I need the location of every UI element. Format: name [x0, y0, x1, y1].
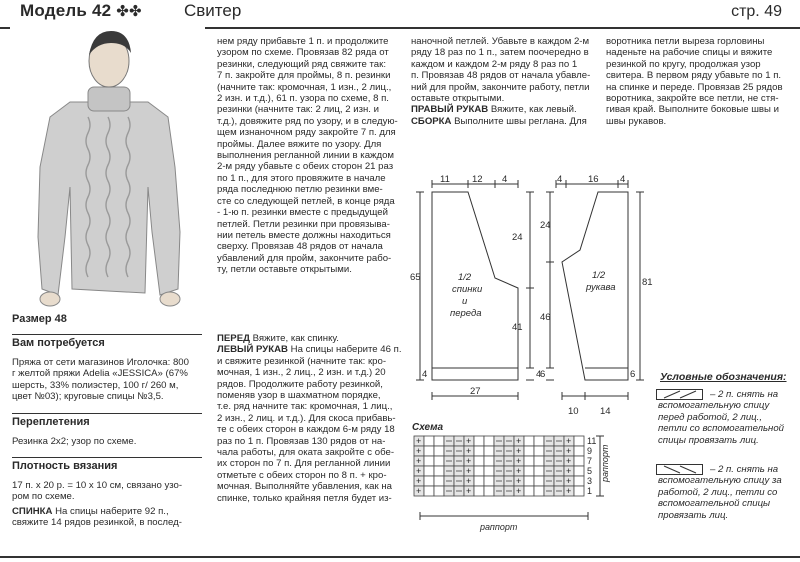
legend-title: Условные обозначения:: [660, 371, 787, 383]
legend-line: работой, 2 лиц., петли со: [658, 486, 778, 498]
materials-text: [12, 357, 207, 403]
text-line: сте со следующей петлей, в конце ряда: [217, 195, 395, 207]
text-line: наночной петлей. Убавьте в каждом 2-м: [411, 36, 590, 47]
text-line: швы рукавов.: [606, 115, 667, 127]
legend-line: вспомогательной спицы: [658, 498, 771, 510]
text-line: по 1 п., для этого провяжите в начале: [217, 172, 386, 184]
legend-line: петли со вспомогательной: [658, 423, 784, 435]
knit-symbol: +: [466, 456, 472, 466]
materials-line: Пряжа от сети магазинов Иголочка: 800: [12, 357, 189, 368]
left-sleeve-label: ЛЕВЫЙ РУКАВ: [217, 344, 288, 356]
sleeve-dim-top-3: 4: [620, 174, 626, 185]
knit-symbol: +: [566, 486, 572, 496]
stitch-scheme-chart: [410, 434, 620, 544]
text-line: наденьте на рабочие спицы и вяжите: [606, 47, 773, 59]
text-line: выполнения реглaнной линии в каждом: [217, 150, 395, 162]
dim-top-3: 4: [502, 174, 508, 185]
row-number: 5: [587, 466, 593, 476]
text-line: - 1-ю п. резинки вместе с предыдущей: [217, 207, 389, 219]
sleeve-dim-left-side: 46: [540, 312, 551, 323]
knit-symbol: +: [516, 446, 522, 456]
legend-line: – 2 п. снять на: [710, 464, 779, 475]
scheme-cell: [534, 446, 544, 456]
scheme-cell: [424, 486, 434, 496]
scheme-cell: [574, 476, 584, 486]
scheme-cell: [534, 476, 544, 486]
legend-item-1: [658, 389, 798, 446]
text-line: ту, петли оставьте открытыми.: [217, 264, 352, 276]
dim-left-height: 65: [410, 272, 421, 283]
rapport-side-label: раппорт: [600, 444, 610, 482]
front-and-sleeve-text: [217, 333, 409, 504]
left-sleeve-line: т.е. ряд начните так: кромочная, 1 лиц.,: [217, 401, 393, 413]
scheme-cell: [424, 456, 434, 466]
knit-symbol: +: [466, 436, 472, 446]
sleeve-dim-bottom-2: 14: [600, 406, 611, 417]
legend-line: спицы провязать лиц.: [658, 434, 759, 446]
scheme-cell: [434, 456, 444, 466]
row-number: 11: [587, 436, 597, 446]
scheme-cell: [474, 436, 484, 446]
dim-top-1: 11: [440, 174, 450, 185]
knit-symbol: +: [466, 466, 472, 476]
footer-rule: [0, 556, 800, 558]
knit-symbol: +: [516, 486, 522, 496]
scheme-cell: [534, 436, 544, 446]
row-number: 1: [587, 486, 593, 496]
instructions-column-2: [217, 36, 409, 276]
back-label: СПИНКА: [12, 506, 53, 517]
left-sleeve-line: мочная, 1 изн., 2 лиц., 2 изн. и т.д.) 20: [217, 367, 386, 379]
knit-symbol: +: [516, 476, 522, 486]
body-label-4: переда: [450, 308, 482, 319]
scheme-cell: [484, 456, 494, 466]
sleeve-dim-bottom-1: 10: [568, 406, 579, 417]
left-sleeve-line: чала работы, для оката закройте с обе-: [217, 447, 395, 459]
model-title: Модель 42 ✤✤: [20, 1, 142, 20]
density-heading: Плотность вязания: [12, 457, 202, 474]
scheme-cell: [534, 486, 544, 496]
materials-line: шерсть, 33% полиэстер, 100 г/ 260 м,: [12, 379, 179, 391]
left-sleeve-line: раз по 1 п. Провязав 130 рядов от на-: [217, 435, 386, 447]
text-line: воротника петли выреза горловины: [606, 36, 765, 47]
star-ornament-icon: ✤✤: [116, 3, 142, 20]
knit-symbol: +: [416, 486, 422, 496]
scheme-cell: [524, 486, 534, 496]
dim-right-side: 41: [512, 322, 523, 333]
scheme-cell: [524, 476, 534, 486]
assembly-label: СБОРКА: [411, 115, 452, 127]
row-number: 9: [587, 446, 593, 456]
left-sleeve-line: и свяжите резинкой (начните так: кро-: [217, 355, 387, 367]
back-line: На спицы наберите 92 п.,: [52, 506, 169, 517]
scheme-cell: [434, 466, 444, 476]
knit-symbol: +: [466, 486, 472, 496]
scheme-cell: [434, 486, 444, 496]
weaves-text: Резинка 2х2; узор по схеме.: [12, 436, 137, 447]
body-label-1: 1/2: [458, 272, 472, 283]
scheme-cell: [424, 476, 434, 486]
scheme-cell: [474, 446, 484, 456]
scheme-cell: [574, 456, 584, 466]
scheme-cell: [574, 446, 584, 456]
knit-symbol: +: [416, 466, 422, 476]
text-line: нем ряду прибавьте 1 п. и продолжите: [217, 36, 389, 47]
scheme-cell: [534, 456, 544, 466]
scheme-cell: [534, 466, 544, 476]
scheme-cell: [424, 436, 434, 446]
text-line: резинкой по кругу, продолжая узор: [606, 58, 761, 70]
text-line: щем изнаночном ряду закройте 7 п. для: [217, 127, 396, 139]
knit-symbol: +: [516, 436, 522, 446]
text-line: на спинке и переде. Провязав 25 рядов: [606, 81, 783, 93]
scheme-cell: [524, 436, 534, 446]
left-sleeve-line: спинке, только крайняя петля будет из-: [217, 492, 392, 504]
text-line: гивая край. Выполните боковые швы и: [606, 104, 779, 116]
scheme-cell: [474, 456, 484, 466]
body-label-3: и: [462, 296, 468, 307]
knit-symbol: +: [466, 446, 472, 456]
left-sleeve-line: рядов. Продолжите работу резинкой,: [217, 378, 383, 390]
text-line: оставьте открытыми.: [411, 93, 505, 105]
text-line: воротника, закройте все петли, не стя-: [606, 93, 779, 105]
text-line: убавлений для пройм, закончите рабо-: [217, 252, 392, 264]
scheme-cell: [484, 476, 494, 486]
legend-item-2: [658, 464, 798, 521]
left-sleeve-line: мочная. Выполняйте убавления, как на: [217, 481, 392, 493]
body-label-2: спинки: [452, 284, 483, 295]
text-line: резинки, следующий ряд свяжите так:: [217, 58, 387, 70]
knit-symbol: +: [516, 466, 522, 476]
back-line: свяжите 14 рядов резинкой, в послед-: [12, 517, 182, 529]
sleeve-dim-top-2: 16: [588, 174, 599, 185]
row-number: 7: [587, 456, 593, 466]
scheme-cell: [484, 486, 494, 496]
knit-symbol: +: [416, 456, 422, 466]
text-line: резинки (начните так: 2 лиц, 2 изн. и: [217, 104, 379, 116]
scheme-cell: [524, 456, 534, 466]
row-number: 3: [587, 476, 593, 486]
sleeve-dim-right-length: 81: [642, 277, 653, 288]
instructions-column-4: [606, 36, 796, 127]
text-line: каждом и каждом 2-м ряду 8 раз по 1: [411, 58, 578, 70]
knit-symbol: +: [566, 476, 572, 486]
scheme-cell: [524, 466, 534, 476]
scheme-cell: [424, 466, 434, 476]
scheme-cell: [434, 446, 444, 456]
sleeve-label-1: 1/2: [592, 270, 606, 281]
text-line: ний для пройм, закончите работу, петли: [411, 81, 590, 93]
front-label: ПЕРЕД: [217, 333, 250, 344]
dim-left-rib: 4: [422, 369, 428, 380]
text-line: 2 изн. и т.д.), 61 п. узора по схеме, 8 п.: [217, 93, 389, 105]
left-sleeve-line: отметьте с обеих сторон по 8 п. + кро-: [217, 469, 387, 481]
scheme-cell: [474, 466, 484, 476]
dim-right-armhole: 24: [512, 232, 523, 243]
right-sleeve-text: Вяжите, как левый.: [488, 104, 577, 116]
knit-symbol: +: [416, 436, 422, 446]
legend-line: вспомогательную спицу: [658, 400, 770, 412]
dim-top-2: 12: [472, 174, 483, 185]
text-line: сверху. Провязав 48 рядов от начала: [217, 241, 383, 253]
text-line: проймы. Далее вяжите по узору. Для: [217, 138, 382, 150]
text-line: ряда последнюю петлю резинки вме-: [217, 184, 383, 196]
left-sleeve-first: На спицы наберите 46 п.: [287, 344, 402, 356]
sleeve-dim-right-rib: 6: [630, 369, 636, 380]
legend-line: провязать лиц.: [658, 509, 729, 521]
text-line: петлей. Петли резинки при провязыва-: [217, 218, 390, 230]
scheme-cell: [484, 466, 494, 476]
scheme-cell: [484, 436, 494, 446]
text-line: (начните так: кромочная, 1 изн., 2 лиц.,: [217, 81, 392, 93]
sleeve-dim-top-1: 4: [557, 174, 563, 185]
knit-symbol: +: [466, 476, 472, 486]
sleeve-pattern-diagram: [540, 170, 655, 420]
right-sleeve-label: ПРАВЫЙ РУКАВ: [411, 104, 489, 116]
scheme-cell: [574, 466, 584, 476]
text-line: узором по схеме. Провязав 82 ряда от: [217, 47, 389, 59]
size-label: Размер 48: [12, 313, 67, 325]
scheme-cell: [434, 476, 444, 486]
page-header: [0, 0, 800, 30]
knit-symbol: +: [566, 446, 572, 456]
text-line: нии петель вместе должны находиться: [217, 229, 391, 241]
body-pattern-diagram: [410, 170, 540, 420]
weaves-heading: Переплетения: [12, 413, 202, 430]
knit-symbol: +: [416, 476, 422, 486]
front-text: Вяжите, как спинку.: [249, 333, 339, 344]
text-line: п. Провязав 48 рядов от начала убавле-: [411, 70, 591, 82]
legend-line: – 2 п. снять на: [710, 389, 779, 400]
scheme-cell: [434, 436, 444, 446]
garment-subtitle: Свитер: [184, 1, 242, 20]
sweater-model-illustration: [10, 27, 205, 310]
knit-symbol: +: [566, 456, 572, 466]
scheme-title: Схема: [412, 422, 444, 433]
knit-symbol: +: [416, 446, 422, 456]
text-line: 2-м ряду убавьте с обеих сторон 21 раз: [217, 161, 394, 173]
materials-line: г желтой пряжи Adelia «JESSICA» (67%: [12, 368, 188, 380]
sleeve-label-2: рукава: [586, 282, 616, 293]
instructions-column-3: [411, 36, 603, 127]
density-line: 17 п. х 20 р. = 10 х 10 см, связано узо-: [12, 480, 183, 491]
dim-right-rib: 4: [536, 369, 542, 380]
materials-line: цвет №03); круговые спицы №3,5.: [12, 391, 164, 403]
text-line: свитера. В первом ряду убавьте по 1 п.: [606, 70, 782, 82]
knit-symbol: +: [566, 436, 572, 446]
materials-heading: Вам потребуется: [12, 334, 202, 351]
sleeve-dim-left-cap: 24: [540, 220, 551, 231]
dim-bottom-width: 27: [470, 386, 481, 397]
knit-symbol: +: [516, 456, 522, 466]
left-sleeve-line: поменяв узор в шахматном порядке,: [217, 390, 381, 402]
legend-line: вспомогательную спицу за: [658, 475, 782, 487]
scheme-cell: [484, 446, 494, 456]
model-photo: [10, 27, 205, 310]
scheme-cell: [424, 446, 434, 456]
density-text: [12, 480, 207, 503]
left-sleeve-line: их сторон по 7 п. Для реглaнной линии: [217, 458, 391, 470]
scheme-cell: [574, 436, 584, 446]
scheme-cell: [574, 486, 584, 496]
text-line: 7 п. закройте для проймы, 8 п. резинки: [217, 70, 391, 82]
text-line: т.д.), довяжите ряд по узору, и в следую-: [217, 115, 398, 127]
assembly-text: Выполните швы реглaна. Для: [451, 115, 587, 127]
scheme-cell: [474, 486, 484, 496]
scheme-cell: [524, 446, 534, 456]
rapport-bottom-label: раппорт: [480, 522, 518, 532]
density-line: ром по схеме.: [12, 491, 75, 503]
knit-symbol: +: [566, 466, 572, 476]
left-sleeve-line: те с обеих сторон в каждом 6-м ряду 18: [217, 424, 395, 436]
text-line: ряду 18 раз по 1 п., затем поочередно в: [411, 47, 589, 59]
legend-line: перед работой, 2 лиц.,: [658, 411, 762, 423]
page-number: стр. 49: [731, 3, 782, 20]
left-sleeve-line: 2 изн., 2 лиц. и т.д.). Для скоса прибавь-: [217, 412, 396, 424]
scheme-cell: [474, 476, 484, 486]
sleeve-dim-left-rib: 6: [540, 369, 546, 380]
back-text: [12, 506, 207, 529]
